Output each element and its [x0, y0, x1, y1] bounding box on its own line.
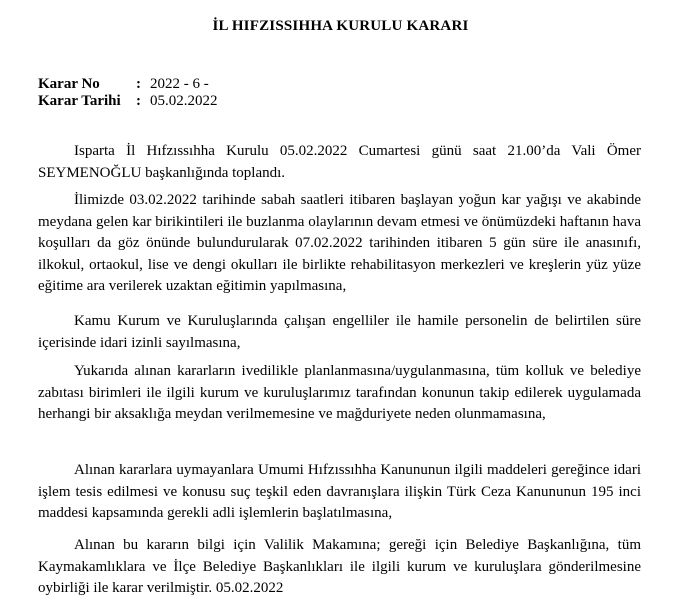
- paragraph-meeting: Isparta İl Hıfzıssıhha Kurulu 05.02.2022 Cumartesi günü saat 21.00’da Vali Ömer SEYMENOĞLU başkanlığında toplandı.: [38, 143, 641, 181]
- karar-no-value: 2022 - 6 -: [150, 76, 209, 92]
- karar-tarihi-value: 05.02.2022: [150, 93, 218, 109]
- paragraph-distribution: Alınan bu kararın bilgi için Valilik Makamına; gereği için Belediye Başkanlığına, tüm Kaymakamlıklara ve İlçe Belediye Başkanlıkları ile ilgili kurum ve kuruluşlara gönderilmesine oybirliği ile karar verilmiştir. 05.02.2022: [38, 537, 641, 596]
- paragraph-implementation: Yukarıda alınan kararların ivedilikle planlanmasına/uygulanmasına, tüm kolluk ve belediye zabıtası birimleri ile ilgili kurum ve kuruluşlarımız tarafından konunun takip edilerek uygulamada herhangi bir aksaklığa meydan verilmemesine ve mağduriyete neden olunmamasına,: [38, 363, 641, 422]
- paragraph-education-decision: İlimizde 03.02.2022 tarihinde sabah saatleri itibaren başlayan yoğun kar yağışı ve akabinde meydana gelen kar birikintileri ile buzlanma olaylarının devam etmesi ve önümüzdeki haftanın hava koşulları da göz önünde bulundurularak 07.02.2022 tarihinden itibaren 5 gün süre ile anasınıfı, ilkokul, ortaokul, lise ve dengi okulları ile birlikte rehabilitasyon merkezleri ve kreşlerin yüz yüze eğitime ara verilerek uzaktan eğitimin yapılmasına,: [38, 192, 641, 294]
- karar-tarihi-colon: :: [136, 93, 141, 109]
- paragraph-administrative-leave: Kamu Kurum ve Kuruluşlarında çalışan engelliler ile hamile personelin de belirtilen süre içerisinde idari izinli sayılmasına,: [38, 313, 641, 351]
- karar-tarihi-row: [38, 93, 218, 110]
- karar-no-row: [38, 76, 209, 93]
- karar-no-colon: :: [136, 76, 141, 92]
- karar-no-label: Karar No: [38, 76, 100, 92]
- document-title: İL HIFZISSIHHA KURULU KARARI: [212, 18, 469, 34]
- karar-tarihi-label: Karar Tarihi: [38, 93, 121, 109]
- paragraph-legal-action: Alınan kararlara uymayanlara Umumi Hıfzıssıhha Kanununun ilgili maddeleri gereğince idari işlem tesis edilmesi ve konusu suç teşkil eden davranışlara ilişkin Türk Ceza Kanununun 195 inci maddesi kapsamında gerekli adli işlemlerin başlatılmasına,: [38, 462, 641, 521]
